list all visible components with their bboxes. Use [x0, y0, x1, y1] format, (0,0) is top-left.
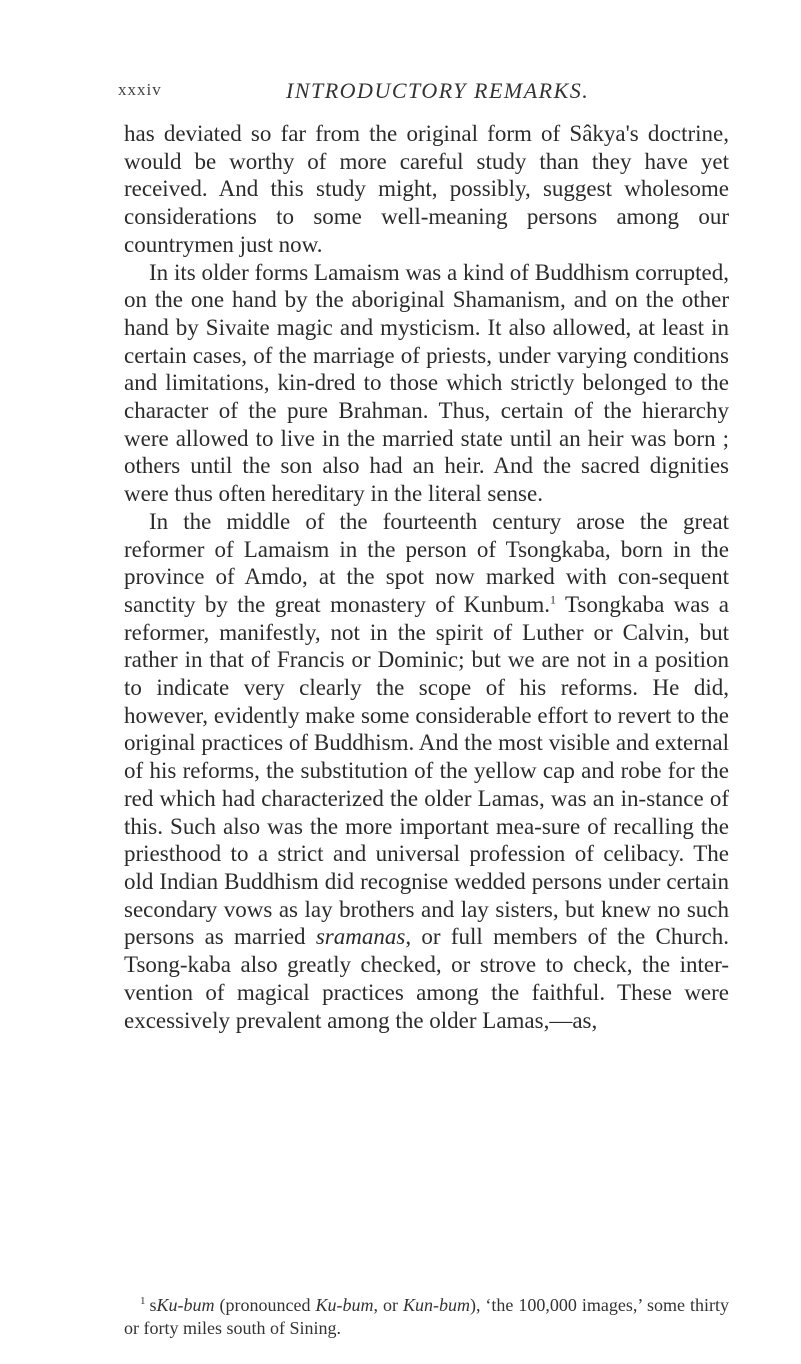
italic-term-sramanas: sramanas: [315, 924, 406, 950]
body-text: [124, 120, 729, 1034]
footnote-text-2: , or: [373, 1295, 403, 1315]
footnote-prefix: s: [149, 1295, 157, 1315]
paragraph-2: In its older forms Lamaism was a kind of Buddhism corrupted, on the one hand by the aboriginal Shamanism, and on the other hand by Sivaite magic and mysticism. It also allowed, at least in certain cases, of the marriage of priests, under varying conditions and limitations, kin-dred to those which strictly belonged to the character of the pure Brahman. Thus, certain of the hierarchy were allowed to live in the married state until an heir was born ; others until the son also had an heir. And the sacred dignities were thus often hereditary in the literal sense.: [124, 259, 729, 507]
footnote-mark: 1: [140, 1295, 146, 1307]
paragraph-3: [124, 508, 729, 1034]
footnote-term-2: Ku-bum: [315, 1295, 374, 1315]
running-head: [118, 80, 718, 110]
footnote-text-3: ), ‘the 100,000 images,’ some thirty or forty miles south of Sining.: [124, 1295, 730, 1338]
paragraph-3-part-b: Tsongkaba was a reformer, manifestly, not in the spirit of Luther or Calvin, but rather in that of Francis or Dominic; but we are not in a position to indicate very clearly the scope of his reforms. He did, however, evidently make some considerable effort to revert to the original practices of Buddhism. And the most visible and external of his reforms, the substitution of the yellow cap and robe for the red which had characterized the older Lamas, was an in-stance of this. Such also was the more important mea-sure of recalling the priesthood to a strict and universal profession of celibacy. The old Indian Buddhism did recognise wedded persons under certain secondary vows as lay brothers and lay sisters, but knew no such persons as married: [124, 591, 730, 950]
footnote: [124, 1294, 729, 1340]
paragraph-3-part-c: , or full members of the Church. Tsong-kaba also greatly checked, or strove to check, the inter-vention of magical practices among the faithful. These were excessively prevalent among the older Lamas,—as,: [124, 924, 730, 1033]
paragraph-3-part-a: In the middle of the fourteenth century arose the great reformer of Lamaism in the person of Tsongkaba, born in the province of Amdo, at the spot now marked with con-sequent sanctity by the great monastery of Kunbum.: [124, 508, 729, 617]
footnote-term-1: Ku-bum: [156, 1295, 215, 1315]
running-title: INTRODUCTORY REMARKS.: [286, 78, 590, 103]
footnote-text-1: (pronounced: [214, 1295, 316, 1315]
page-number: xxxiv: [118, 80, 162, 99]
footnote-reference: 1: [550, 592, 557, 607]
paragraph-1: has deviated so far from the original form of Sâkya's doctrine, would be worthy of more careful study than they have yet received. And this study might, possibly, suggest wholesome considerations to some well-meaning persons among our countrymen just now.: [124, 121, 729, 257]
footnote-term-3: Kun-bum: [402, 1295, 470, 1315]
